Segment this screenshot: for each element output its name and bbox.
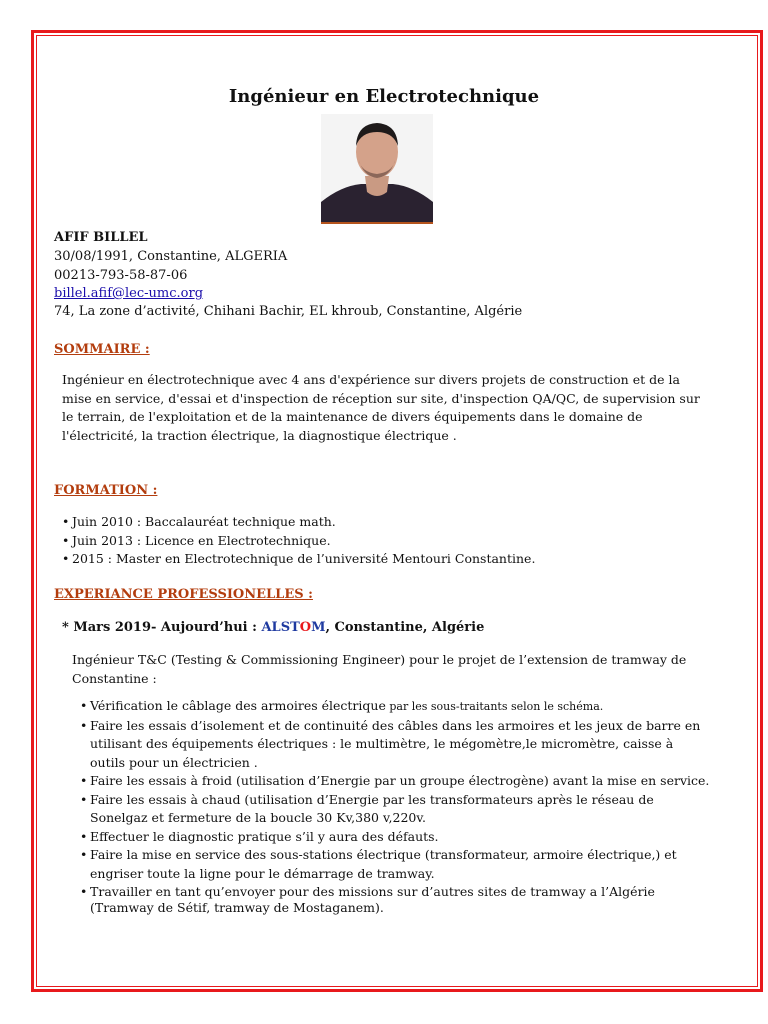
sommaire-line: Ingénieur en électrotechnique avec 4 ans d'expérience sur divers projets de construction et de la bbox=[62, 372, 680, 387]
job-description bbox=[72, 651, 686, 688]
formation-list bbox=[62, 513, 535, 569]
sommaire-line: le terrain, de l'exploitation et de la maintenance de divers équipements dans le domaine de bbox=[62, 409, 643, 424]
company-name: ALSTOM bbox=[261, 620, 326, 635]
page-title: Ingénieur en Electrotechnique bbox=[228, 86, 540, 107]
phone-number: 00213-793-58-87-06 bbox=[54, 268, 188, 283]
list-item: • Effectuer le diagnostic pratique s’il y aura des défauts. bbox=[80, 828, 709, 847]
job-description-line: Constantine : bbox=[72, 670, 157, 686]
list-item: • Faire les essais à froid (utilisation d’Energie par un groupe électrogène) avant la mise en service. bbox=[80, 772, 709, 791]
list-item: • Faire la mise en service des sous-stations électrique (transformateur, armoire électrique,) et engriser toute la ligne pour le démarrage de tramway. bbox=[80, 846, 709, 883]
list-item: • Travailler en tant qu’envoyer pour des missions sur d’autres sites de tramway a l’Algérie bbox=[80, 883, 709, 902]
sommaire-line: l'électricité, la traction électrique, la diagnostique électrique . bbox=[62, 427, 457, 443]
job-heading bbox=[62, 620, 484, 635]
profile-photo bbox=[321, 114, 433, 224]
sommaire-line: mise en service, d'essai et d'inspection de réception sur site, d'inspection QA/QC, de supervision sur bbox=[62, 390, 700, 406]
list-item: • Faire les essais à chaud (utilisation d’Energie par les transformateurs après le réseau de Sonelgaz et fermeture de la boucle 30 Kv,380 v,220v. bbox=[80, 791, 709, 828]
address: 74, La zone d’activité, Chihani Bachir, EL khroub, Constantine, Algérie bbox=[54, 304, 523, 319]
sommaire-heading: SOMMAIRE : bbox=[54, 342, 150, 357]
birth-info: 30/08/1991, Constantine, ALGERIA bbox=[54, 249, 288, 264]
candidate-name: AFIF BILLEL bbox=[54, 230, 148, 245]
list-item: • Juin 2013 : Licence en Electrotechnique. bbox=[62, 532, 535, 551]
job-description-line: Ingénieur T&C (Testing & Commissioning Engineer) pour le projet de l’extension de tramway de bbox=[72, 652, 687, 667]
list-item: • 2015 : Master en Electrotechnique de l’université Mentouri Constantine. bbox=[62, 550, 535, 569]
experience-heading: EXPERIANCE PROFESSIONELLES : bbox=[54, 587, 313, 602]
sommaire-paragraph bbox=[62, 371, 700, 445]
email-link[interactable]: billel.afif@lec-umc.org bbox=[54, 286, 204, 301]
list-item: • Vérification le câblage des armoires électrique par les sous-traitants selon le schéma. bbox=[80, 697, 709, 717]
task-note: (Tramway de Sétif, tramway de Mostaganem). bbox=[90, 900, 384, 915]
person-portrait-icon bbox=[321, 114, 433, 224]
list-item: • Faire les essais d’isolement et de continuité des câbles dans les armoires et les jeux de barre en utilisant des équipements électriques : le multimètre, le mégomètre,le micromètre, caisse à outils pour un électricien . bbox=[80, 717, 709, 773]
job-location: , Constantine, Algérie bbox=[325, 620, 485, 635]
list-item: • Juin 2010 : Baccalauréat technique math. bbox=[62, 513, 535, 532]
formation-heading: FORMATION : bbox=[54, 483, 158, 498]
job-period: * Mars 2019- Aujourd’hui : bbox=[62, 620, 257, 635]
task-list bbox=[80, 697, 709, 902]
